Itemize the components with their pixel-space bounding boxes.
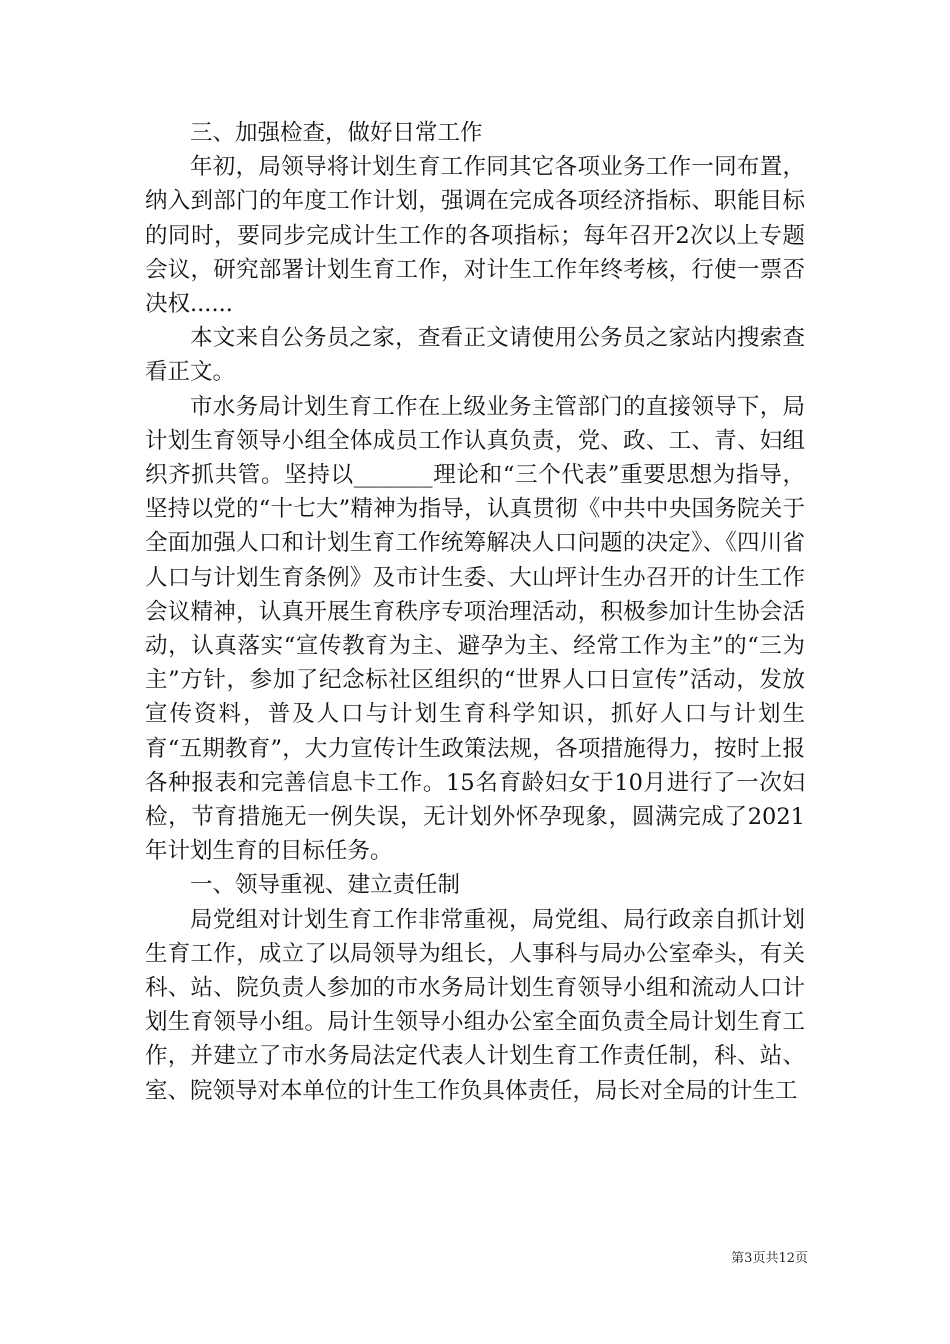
document-body — [145, 116, 805, 1108]
paragraph: 局党组对计划生育工作非常重视，局党组、局行政亲自抓计划生育工作，成立了以局领导为组长，人事科与局办公室牵头，有关科、站、院负责人参加的市水务局计划生育领导小组和流动人口计划生育领导小组。局计生领导小组办公室全面负责全局计划生育工作，并建立了市水务局法定代表人计划生育工作责任制，科、站、室、院领导对本单位的计生工作负具体责任，局长对全局的计生工 — [145, 906, 805, 1104]
paragraph: 本文来自公务员之家，查看正文请使用公务员之家站内搜索查看正文。 — [145, 325, 805, 386]
section-heading: 一、领导重视、建立责任制 — [190, 872, 461, 899]
page-number: 第3页共12页 — [731, 1251, 808, 1266]
section-heading: 三、加强检查，做好日常工作 — [190, 120, 483, 146]
paragraph: 市水务局计划生育工作在上级业务主管部门的直接领导下，局计划生育领导小组全体成员工作认真负责，党、政、工、青、妇组织齐抓共管。坚持以_______理论和“三个代表”重要思想为指导，坚持以党的“十七大”精神为指导，认真贯彻《中共中央国务院关于全面加强人口和计划生育工作统筹解决人口问题的决定》、《四川省人口与计划生育条例》及市计生委、大山坪计生办召开的计生工作会议精神，认真开展生育秩序专项治理活动，积极参加计生协会活动，认真落实“宣传教育为主、避孕为主、经常工作为主”的“三为主”方针，参加了纪念标社区组织的“世界人口日宣传”活动，发放宣传资料，普及人口与计划生育科学知识，抓好人口与计划生育“五期教育”，大力宣传计生政策法规，各项措施得力，按时上报各种报表和完善信息卡工作。15名育龄妇女于10月进行了一次妇检，节育措施无一例失误，无计划外怀孕现象，圆满完成了2021年计划生育的目标任务。 — [145, 393, 805, 865]
paragraph: 年初，局领导将计划生育工作同其它各项业务工作一同布置，纳入到部门的年度工作计划，强调在完成各项经济指标、职能目标的同时，要同步完成计生工作的各项指标；每年召开2次以上专题会议，研究部署计划生育工作，对计生工作年终考核，行使一票否决权...... — [145, 154, 805, 318]
